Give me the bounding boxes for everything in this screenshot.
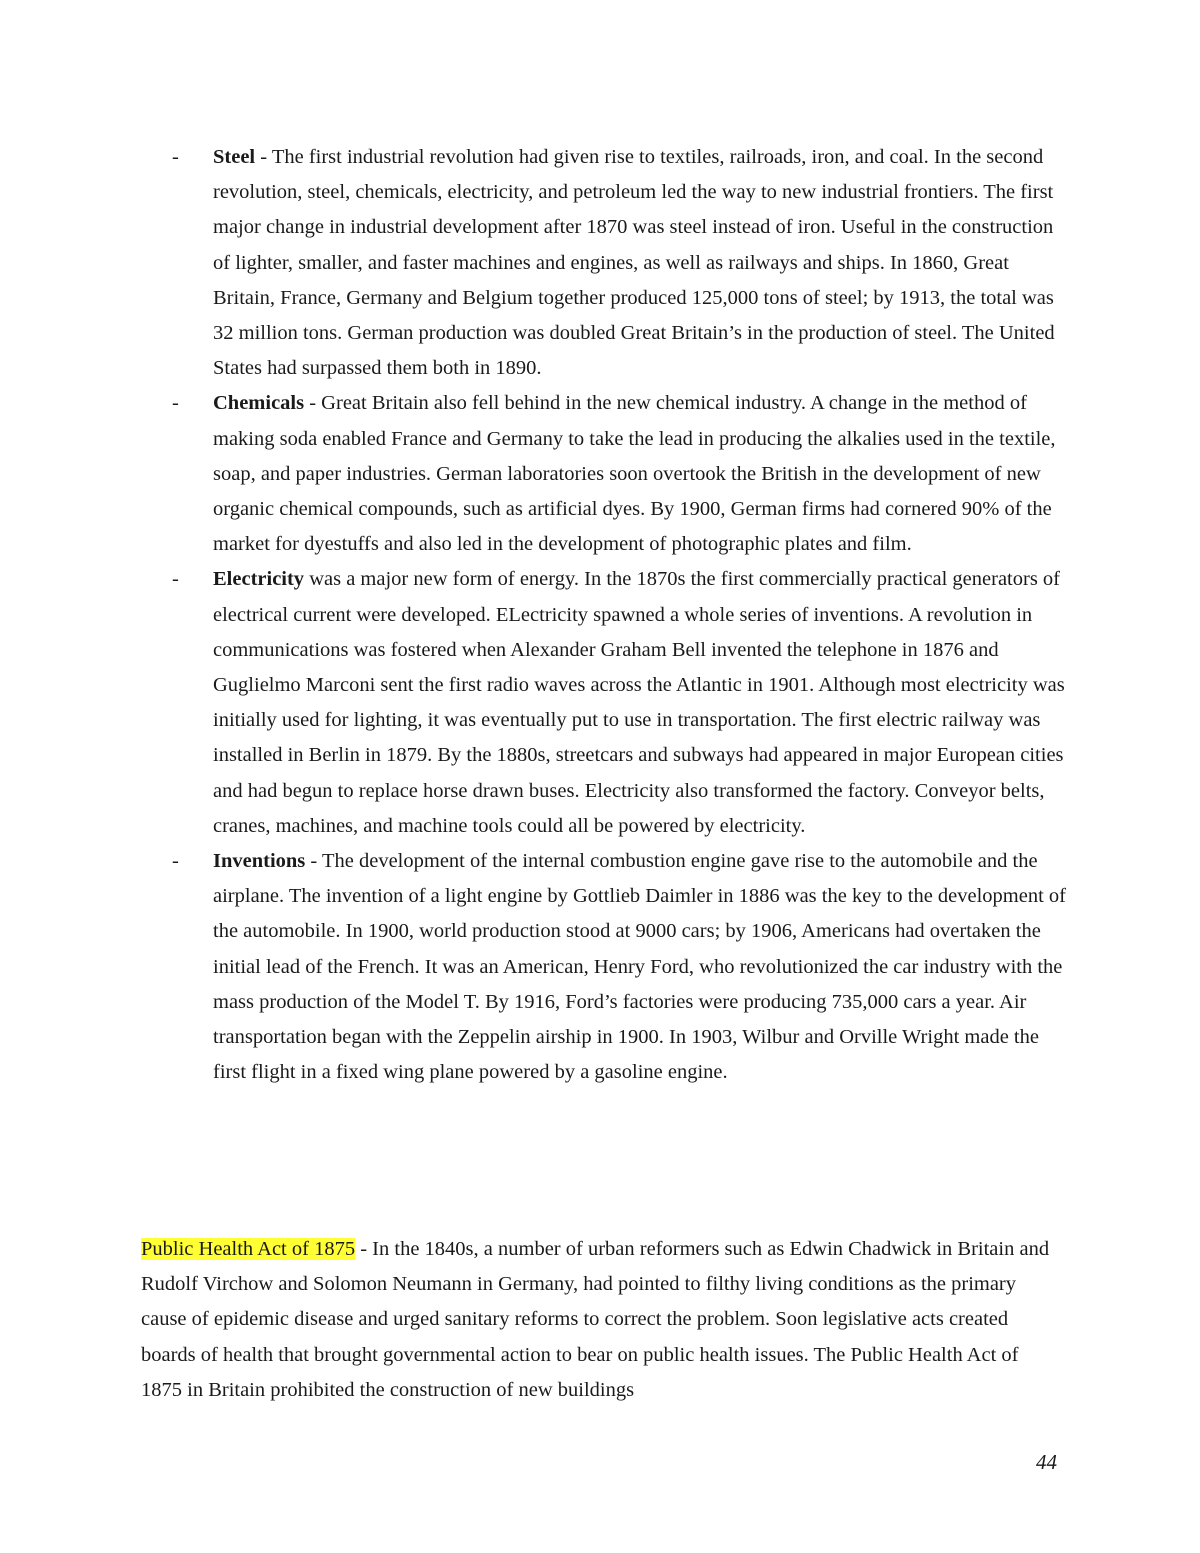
bullet-electricity — [172, 562, 1072, 844]
bullet-term: Inventions — [213, 850, 306, 873]
bullet-dash: - — [172, 392, 179, 415]
bullet-steel — [172, 140, 1072, 386]
public-health-paragraph — [141, 1232, 1061, 1408]
bullet-text: - The development of the internal combustion engine gave rise to the automobile and the airplane. The invention of a light engine by Gottlieb Daimler in 1886 was the key to the development of the automobile. In 1900, world production stood at 9000 cars; by 1906, Americans had overtaken the initial lead of the French. It was an American, Henry Ford, who revolutionized the car industry with the mass production of the Model T. By 1916, Ford’s factories were producing 735,000 cars a year. Air transportation began with the Zeppelin airship in 1900. In 1903, Wilbur and Orville Wright made the first flight in a fixed wing plane powered by a gasoline engine. — [213, 850, 1067, 1084]
bullet-term: Steel — [213, 146, 256, 168]
bullet-text: - Great Britain also fell behind in the new chemical industry. A change in the method of making soda enabled France and Germany to take the lead in producing the alkalies used in the textile, soap, and paper industries. German laboratories soon overtook the British in the development of new organic chemical compounds, such as artificial dyes. By 1900, German firms had cornered 90% of the market for dyestuffs and also led in the development of photographic plates and film. — [213, 392, 1056, 556]
bullet-term: Chemicals — [213, 392, 305, 415]
bullet-inventions — [172, 844, 1072, 1090]
industry-bullet-list — [172, 140, 1072, 1090]
bullet-text: - The first industrial revolution had given rise to textiles, railroads, iron, and coal. In the second revolution, steel, chemicals, electricity, and petroleum led the way to new industrial frontiers. The first major change in industrial development after 1870 was steel instead of iron. Useful in the construction of lighter, smaller, and faster machines and engines, as well as railways and ships. In 1860, Great Britain, France, Germany and Belgium together produced 125,000 tons of steel; by 1913, the total was 32 million tons. German production was doubled Great Britain’s in the production of steel. The United States had surpassed them both in 1890. — [213, 146, 1055, 380]
page-number: 44 — [1036, 1450, 1057, 1474]
highlighted-term: Public Health Act of 1875 — [141, 1238, 356, 1260]
bullet-dash: - — [172, 850, 179, 873]
bullet-term: Electricity — [213, 568, 305, 591]
paragraph-text: - In the 1840s, a number of urban reformers such as Edwin Chadwick in Britain and Rudolf Virchow and Solomon Neumann in Germany, had pointed to filthy living conditions as the primary cause of epidemic disease and urged sanitary reforms to correct the problem. Soon legislative acts created boards of health that brought governmental action to bear on public health issues. The Public Health Act of 1875 in Britain prohibited the construction of new buildings — [141, 1238, 1050, 1401]
bullet-dash: - — [172, 568, 179, 591]
bullet-dash: - — [172, 146, 179, 168]
bullet-text: was a major new form of energy. In the 1870s the first commercially practical generators of electrical current were developed. ELectricity spawned a whole series of inventions. A revolution in communications was fostered when Alexander Graham Bell invented the telephone in 1876 and Guglielmo Marconi sent the first radio waves across the Atlantic in 1901. Although most electricity was initially used for lighting, it was eventually put to use in transportation. The first electric railway was installed in Berlin in 1879. By the 1880s, streetcars and subways had appeared in major European cities and had begun to replace horse drawn buses. Electricity also transformed the factory. Conveyor belts, cranes, machines, and machine tools could all be powered by electricity. — [213, 568, 1065, 837]
bullet-chemicals — [172, 386, 1072, 562]
